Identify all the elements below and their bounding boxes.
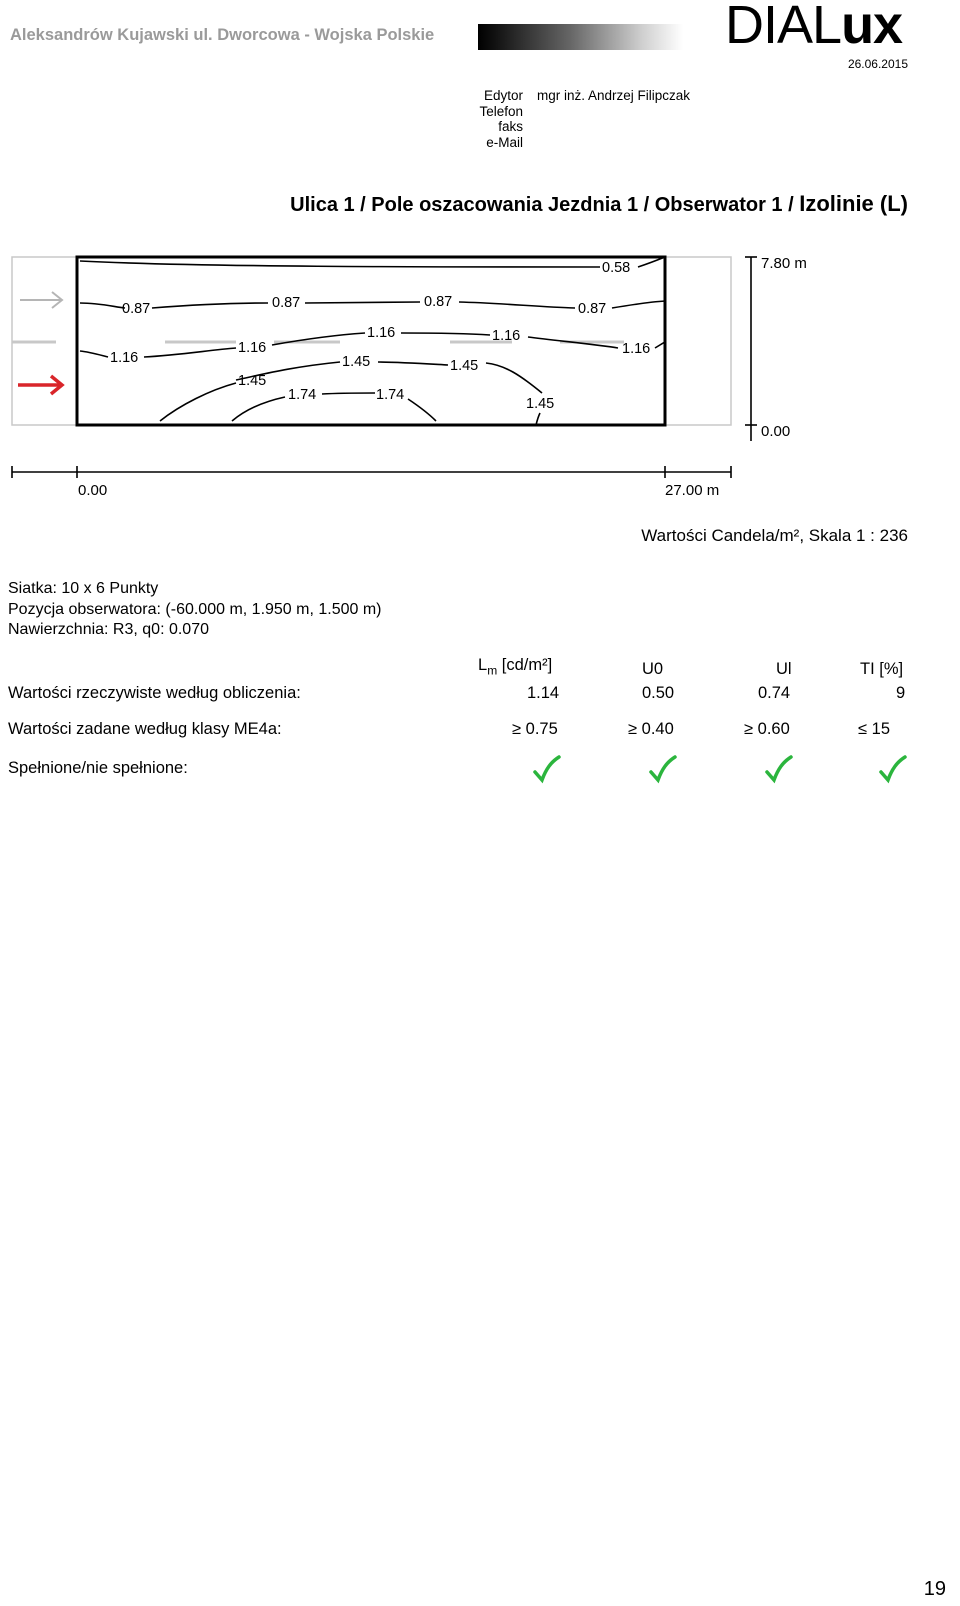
column-header-u0: U0 [642, 660, 664, 678]
page-title [290, 191, 908, 217]
column-header-ul: Ul [776, 660, 792, 678]
horizontal-dimension [12, 466, 731, 478]
contact-label-fax: faks [498, 119, 523, 134]
contour-1-16-d [401, 333, 490, 335]
project-title: Aleksandrów Kujawski ul. Dworcowa - Wojska Polskie [10, 26, 435, 44]
contour-1-16-b [144, 348, 236, 357]
contour-label: 1.16 [492, 328, 521, 344]
column-header-lm [478, 656, 552, 677]
contour-0-87-b [152, 303, 268, 308]
contour-label: 0.87 [122, 301, 151, 317]
contour-label: 0.87 [578, 301, 607, 317]
contour-1-74-b [322, 393, 375, 394]
calculation-info [8, 579, 382, 641]
checkmark-icon [878, 755, 908, 785]
contact-editor-value: mgr inż. Andrzej Filipczak [537, 88, 691, 103]
contour-0-87-c [305, 302, 420, 303]
checkmark-icon [764, 755, 794, 785]
contour-1-45-b [378, 362, 448, 365]
contour-1-45-e [536, 413, 540, 425]
contour-label: 1.16 [110, 350, 139, 366]
actual-ul: 0.74 [758, 684, 791, 702]
contour-label: 1.45 [526, 396, 555, 412]
row-label-required: Wartości zadane według klasy ME4a: [8, 720, 282, 738]
contact-label-phone: Telefon [479, 103, 523, 119]
checkmark-icon [648, 755, 678, 785]
contour-label: 0.87 [272, 295, 301, 311]
axis-x-left-label: 0.00 [78, 482, 108, 499]
contour-1-74-a [232, 397, 285, 421]
required-u0: ≥ 0.40 [628, 720, 674, 738]
contour-label: 1.74 [376, 387, 405, 403]
contour-label: 1.16 [622, 341, 651, 357]
contact-label-email: e-Mail [486, 134, 523, 150]
scale-note: Wartości Candela/m², Skala 1 : 236 [641, 526, 908, 545]
contour-label: 1.74 [288, 387, 317, 403]
document-date: 26.06.2015 [847, 57, 908, 71]
contour-0-87-e [612, 301, 665, 308]
contour-label: 1.16 [238, 340, 267, 356]
contour-label: 1.45 [238, 373, 267, 389]
row-label-fulfilled: Spełnione/nie spełnione: [8, 759, 188, 777]
arrow-right-icon [20, 292, 62, 308]
checkmark-icon [532, 755, 562, 785]
lm-subscript: m [487, 663, 498, 678]
axis-y-bottom-label: 0.00 [761, 423, 791, 440]
dialux-logo [725, 0, 903, 55]
isoline-diagram [0, 245, 960, 495]
contour-0-87-a [80, 303, 125, 308]
logo-part-2: ux [841, 0, 903, 55]
contact-labels [462, 88, 523, 150]
arrow-right-active-icon [18, 376, 62, 394]
required-ul: ≥ 0.60 [744, 720, 790, 738]
column-header-ti: TI [%] [860, 660, 904, 678]
observer-position: Pozycja obserwatora: (-60.000 m, 1.950 m, 1.500 m) [8, 600, 382, 618]
contour-1-16-a [80, 351, 108, 357]
contour-label: 1.45 [450, 358, 479, 374]
contour-0-58 [80, 261, 600, 267]
row-label-actual: Wartości rzeczywiste według obliczenia: [8, 684, 301, 702]
contour-label: 1.45 [342, 354, 371, 370]
logo-part-1: DIAL [725, 0, 842, 55]
actual-ti: 9 [896, 684, 906, 702]
lm-symbol: L [478, 656, 488, 674]
surface-info: Nawierzchnia: R3, q0: 0.070 [8, 621, 209, 638]
contour-label: 1.16 [367, 325, 396, 341]
required-ti: ≤ 15 [858, 720, 890, 738]
lm-unit: [cd/m²] [497, 656, 553, 674]
grid-info: Siatka: 10 x 6 Punkty [8, 580, 159, 597]
page-number: 19 [923, 1578, 946, 1600]
contour-1-74-c [408, 399, 436, 421]
contour-label: 0.87 [424, 294, 453, 310]
required-lm: ≥ 0.75 [512, 720, 558, 738]
actual-u0: 0.50 [642, 684, 675, 702]
header-gradient-bar [478, 24, 683, 50]
actual-lm: 1.14 [527, 684, 560, 702]
axis-x-right-label: 27.00 m [665, 482, 720, 499]
contour-1-45-c [486, 363, 542, 393]
axis-y-top-label: 7.80 m [761, 255, 807, 272]
page-title-suffix: Izolinie (L) [799, 191, 908, 216]
contour-label: 0.58 [602, 260, 631, 276]
page-title-prefix: Ulica 1 / Pole oszacowania Jezdnia 1 / Obserwator 1 / [290, 194, 800, 216]
contour-1-45-d [160, 383, 236, 421]
contour-0-87-d [459, 302, 575, 308]
vertical-dimension [745, 257, 757, 441]
contact-label-editor: Edytor [483, 88, 523, 103]
